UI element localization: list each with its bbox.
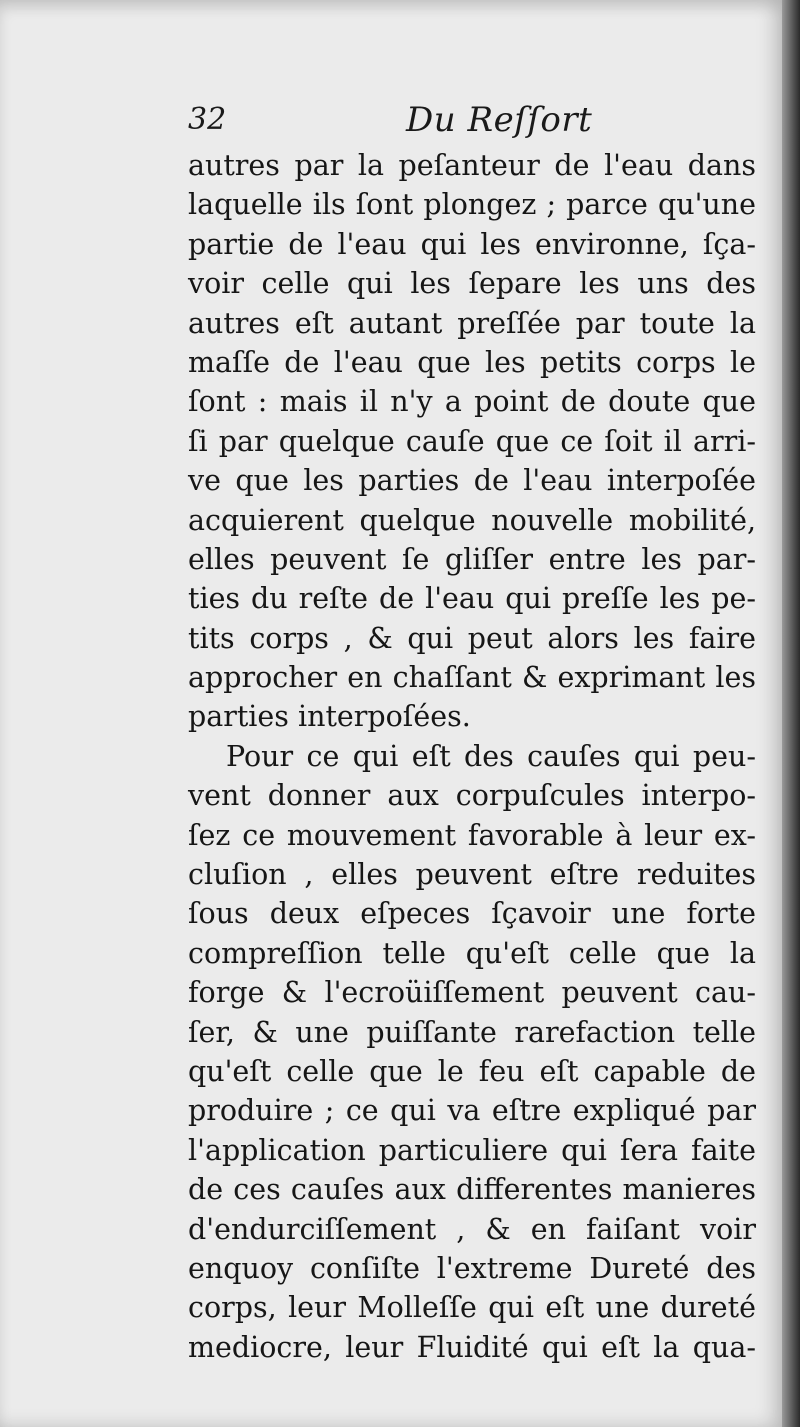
body-text	[188, 146, 756, 1367]
text-line: partie de l'eau qui les environne, ſça-	[188, 227, 756, 261]
paragraph-first-line: Pour ce qui eſt des cauſes qui peu-	[226, 739, 756, 773]
page-number: 32	[188, 102, 227, 137]
text-line: cluſion , elles peuvent eſtre reduites	[188, 858, 756, 892]
text-line: ſous deux eſpeces ſçavoir une forte	[188, 897, 756, 931]
book-spine-shadow	[782, 0, 800, 1427]
text-line: ties du reſte de l'eau qui preſſe les pe-	[188, 582, 756, 616]
text-line: mediocre, leur Fluidité qui eſt la qua-	[188, 1330, 756, 1364]
text-line: voir celle qui les ſepare les uns des	[188, 267, 756, 301]
text-line: ſer, & une puiſſante rarefaction telle	[188, 1015, 756, 1049]
text-line: produire ; ce qui va eſtre expliqué par	[188, 1094, 756, 1128]
text-line: ſez ce mouvement favorable à leur ex-	[188, 818, 756, 852]
text-line: d'endurciſſement , & en faiſant voir	[188, 1212, 756, 1246]
text-line: approcher en chaſſant & exprimant les	[188, 661, 756, 695]
text-line: acquierent quelque nouvelle mobilité,	[188, 503, 756, 537]
text-line: parties interpoſées.	[188, 700, 471, 734]
text-line: qu'eſt celle que le feu eſt capable de	[188, 1054, 756, 1088]
text-line: elles peuvent ſe gliſſer entre les par-	[188, 542, 756, 576]
text-line: corps, leur Molleſſe qui eſt une dureté	[188, 1291, 756, 1325]
text-line: forge & l'ecroüiſſement peuvent cau-	[188, 976, 756, 1010]
text-line: de ces cauſes aux differentes manieres	[188, 1173, 756, 1207]
text-line: enquoy conſiſte l'extreme Dureté des	[188, 1251, 756, 1285]
text-line: ſont : mais il n'y a point de doute que	[188, 385, 756, 419]
text-line: compreſſion telle qu'eſt celle que la	[188, 936, 756, 970]
text-line: l'application particuliere qui ſera faite	[188, 1133, 756, 1167]
text-line: maſſe de l'eau que les petits corps le	[188, 345, 756, 379]
text-line: autres eſt autant preſſée par toute la	[188, 306, 756, 340]
text-line: autres par la peſanteur de l'eau dans	[188, 149, 756, 182]
text-line: ſi par quelque cauſe que ce ſoit il arri-	[188, 424, 756, 458]
page-header	[188, 100, 748, 150]
running-head: Du Reſſort	[406, 100, 593, 140]
text-line: tits corps , & qui peut alors les faire	[188, 621, 756, 655]
text-line: laquelle ils ſont plongez ; parce qu'une	[188, 188, 756, 222]
text-line: ve que les parties de l'eau interpoſée	[188, 464, 756, 498]
text-line: vent donner aux corpuſcules interpo-	[188, 779, 756, 813]
